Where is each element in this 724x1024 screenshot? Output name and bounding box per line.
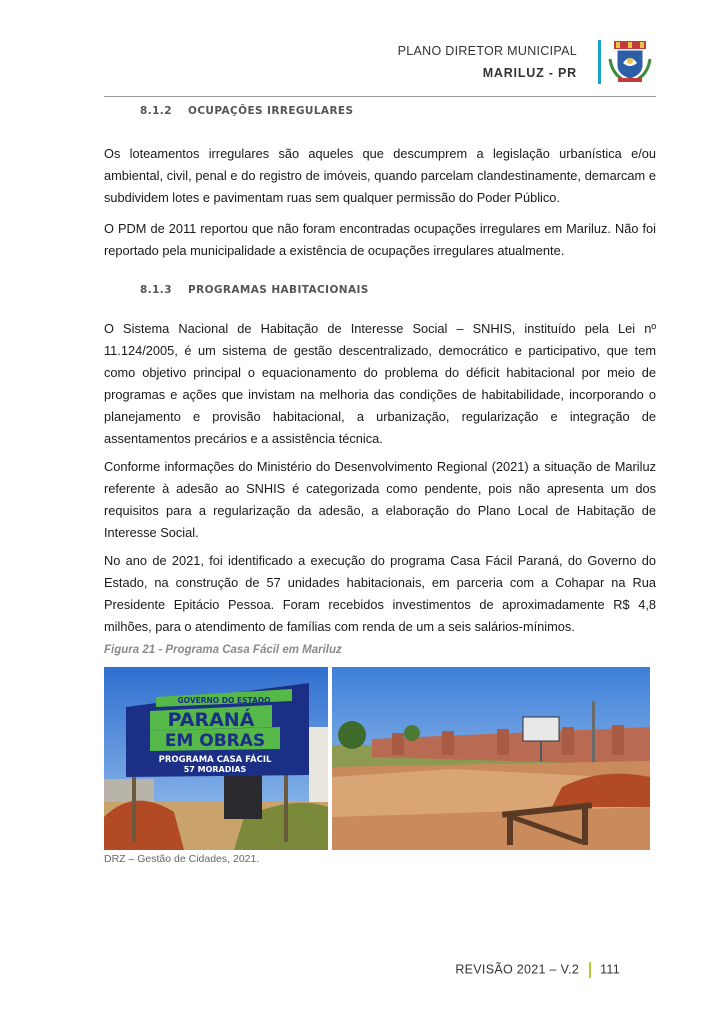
- document-title: PLANO DIRETOR MUNICIPAL: [397, 44, 577, 58]
- body-paragraph: Os loteamentos irregulares são aqueles que descumprem a legislação urbanística e/ou ambiental, civil, penal e do registro de imóveis, quando parcelam clandestinamente, demarcam e subdividem lotes e pavimentam ruas sem qualquer permissão do Poder Público.: [104, 146, 656, 205]
- section-number: 8.1.3: [140, 284, 172, 296]
- header-divider: [104, 96, 656, 97]
- figure-caption: Figura 21 - Programa Casa Fácil em Mariluz: [104, 644, 342, 656]
- sign-line-2: PARANÁ: [167, 709, 255, 731]
- sign-line-4: PROGRAMA CASA FÁCIL: [158, 755, 272, 765]
- footer-separator: [589, 962, 591, 978]
- photo-sign: [104, 667, 328, 850]
- header-accent-bar: [598, 40, 601, 84]
- body-paragraph: O Sistema Nacional de Habitação de Interesse Social – SNHIS, instituído pela Lei nº 11.124/2005, é um sistema de gestão descentralizado, democrático e participativo, que tem como objetivo principal o equacionamento do problema do déficit habitacional por meio de programas e ações que invistam na melhoria das condições de habitabilidade, incorporando o planejamento e provisão habitacional, a urbanização, regularização e integração de assentamentos precários e a assistência técnica.: [104, 321, 656, 446]
- photo-construction-site: [332, 667, 650, 850]
- figure-source: DRZ – Gestão de Cidades, 2021.: [104, 853, 260, 865]
- footer: [455, 962, 620, 978]
- sign-line-3: EM OBRAS: [164, 731, 266, 751]
- page-number: 111: [600, 962, 620, 977]
- section-title: PROGRAMAS HABITACIONAIS: [188, 284, 369, 296]
- section-title: OCUPAÇÕES IRREGULARES: [188, 105, 354, 117]
- revision-label: REVISÃO 2021 – V.2: [455, 962, 580, 977]
- sign-line-1: GOVERNO DO ESTADO: [177, 696, 271, 705]
- body-paragraph: Conforme informações do Ministério do Desenvolvimento Regional (2021) a situação de Mariluz referente à adesão ao SNHIS é categorizada como pendente, pois não apresenta um dos requisitos para a regularização da adesão, a elaboração do Plano Local de Habitação de Interesse Social.: [104, 459, 656, 540]
- municipal-coat-of-arms-icon: [608, 39, 652, 83]
- sign-line-5: 57 MORADIAS: [183, 765, 247, 774]
- section-heading-ocupacoes: [140, 105, 353, 117]
- section-heading-programas: [140, 284, 369, 296]
- body-paragraph: O PDM de 2011 reportou que não foram encontradas ocupações irregulares em Mariluz. Não foi reportado pela municipalidade a existência de ocupações irregulares atualmente.: [104, 221, 656, 258]
- section-number: 8.1.2: [140, 105, 172, 117]
- body-paragraph: No ano de 2021, foi identificado a execução do programa Casa Fácil Paraná, do Governo do Estado, na construção de 57 unidades habitacionais, em parceria com a Cohapar na Rua Presidente Epitácio Pessoa. Foram recebidos investimentos de aproximadamente R$ 4,8 milhões, para o atendimento de famílias com renda de um a seis salários-mínimos.: [104, 553, 656, 634]
- municipality-name: MARILUZ - PR: [482, 66, 577, 80]
